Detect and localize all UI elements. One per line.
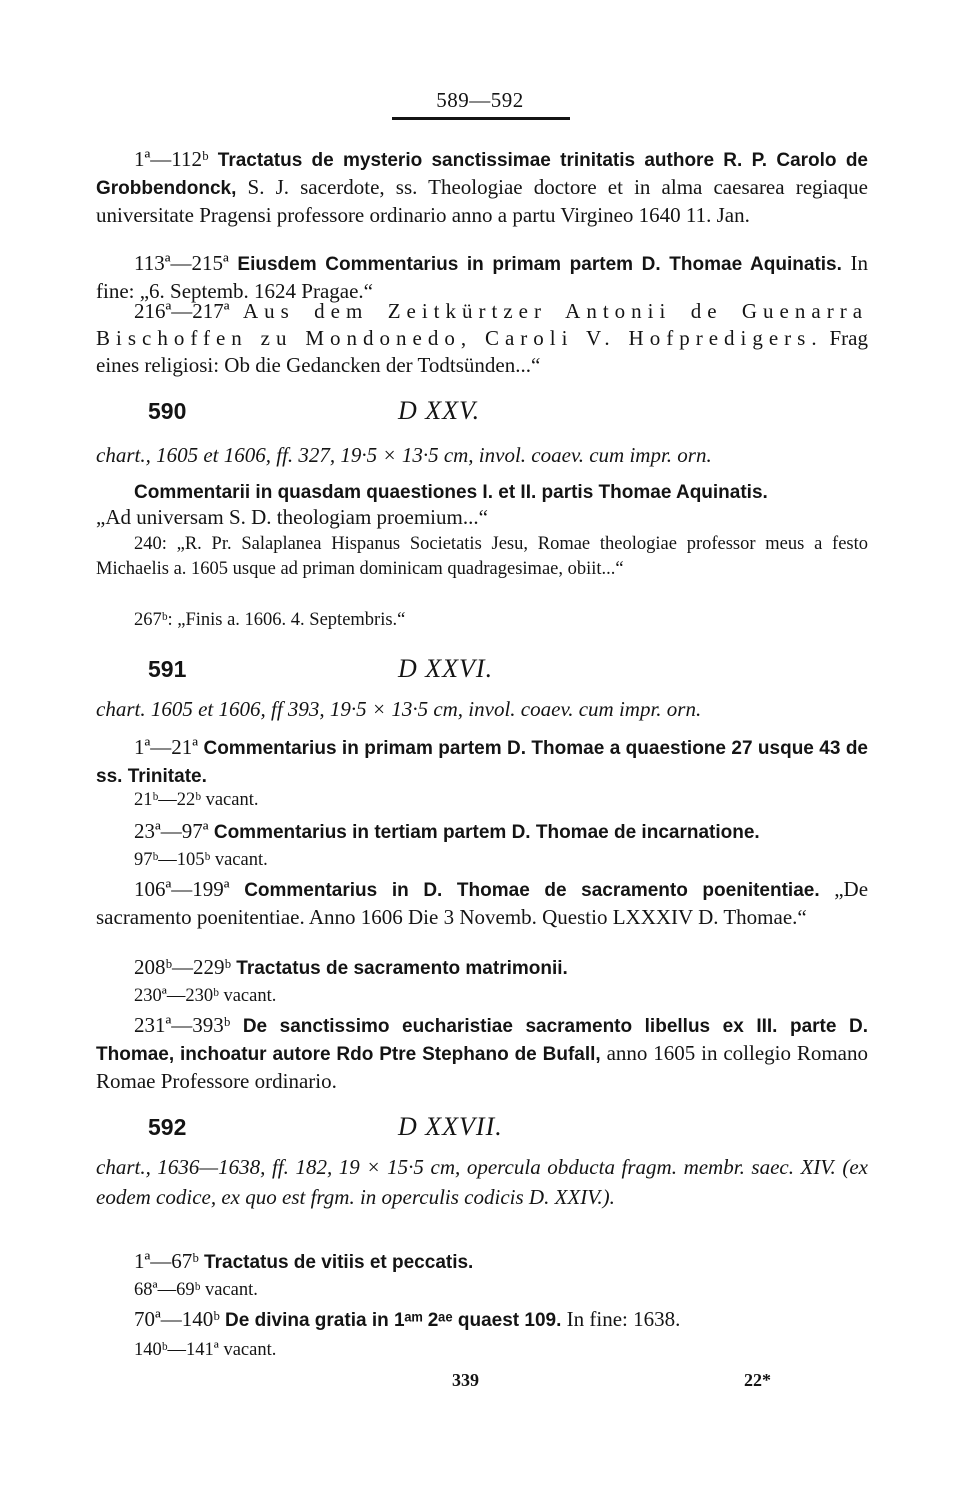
entry-591-vacant-3: 230ª—230ᵇ vacant. [134,986,277,1006]
item-text: anno 1605 in collegio Romano Romae Professore ordinario. [96,1041,869,1093]
folio-range: 231ª—393ᵇ [134,1013,231,1037]
folio-range: 208ᵇ—229ᵇ [134,955,232,979]
entry-589-item-3 [96,298,868,379]
entry-591-vacant-2: 97ᵇ—105ᵇ vacant. [134,850,268,870]
folio-range: 23ª—97ª [134,819,209,843]
entry-591-item-1 [96,734,868,790]
entry-589-item-2 [96,250,868,305]
physical-description-592: chart., 1636—1638, ff. 182, 19 × 15·5 cm, opercula obducta fragm. membr. saec. XIV. (ex eodem codice, ex quo est frgm. in operculis codicis D. XXIV.). [96,1155,868,1209]
entry-number-592: 592 [148,1114,187,1140]
shelfmark-590: D XXV. [398,396,481,425]
shelfmark-591: D XXVI. [398,654,494,683]
item-title: Commentarius in D. Thomae de sacramento poenitentiae. [244,880,820,901]
item-text: Frag eines religiosi: Ob die Gedancken der Todtsünden...“ [96,326,868,377]
item-title: Commentarii in quasdam quaestiones I. et II. partis Thomae Aquinatis. [134,482,768,503]
entry-592-vacant-2: 140ᵇ—141ª vacant. [134,1340,277,1360]
entry-592-item-1 [96,1248,868,1276]
entry-number-590: 590 [148,398,187,424]
entry-592-item-2 [96,1306,868,1334]
item-title: Eiusdem Commentarius in primam partem D. Thomae Aquinatis. [237,254,842,275]
physical-description-591: chart. 1605 et 1606, ff 393, 19·5 × 13·5 cm, invol. coaev. cum impr. orn. [96,697,702,721]
entry-589-item-1 [96,146,868,229]
folio-range: 113ª—215ª [134,251,229,275]
item-text: „De sacramento poenitentiae. Anno 1606 Die 3 Novemb. Questio LXXXIV D. Thomae.“ [96,877,869,929]
item-text: In fine: 1638. [566,1307,681,1331]
physical-description-590: chart., 1605 et 1606, ff. 327, 19·5 × 13·5 cm, invol. coaev. cum impr. orn. [96,443,712,467]
folio-range: 106ª—199ª [134,877,230,901]
item-spaced-text: Aus dem Zeitkürtzer Antonii de Guenarra Bischoffen zu Mondonedo, Caroli V. Hofpredigers. [96,299,869,350]
running-head: 589—592 [436,88,524,112]
item-title: Commentarius in primam partem D. Thomae a quaestione 27 usque 43 de ss. Trinitate. [96,738,869,787]
shelfmark-592: D XXVII. [398,1112,503,1141]
page-number: 339 [452,1370,479,1390]
item-title: Commentarius in tertiam partem D. Thomae de incarnatione. [213,822,760,843]
entry-590-note-2: 267ᵇ: „Finis a. 1606. 4. Septembris.“ [134,610,406,630]
item-title: De sanctissimo eucharistiae sacramento libellus ex III. parte D. Thomae, inchoatur autore Rdo Ptre Stephano de Bufall, [96,1016,868,1065]
folio-range: 70ª—140ᵇ [134,1307,220,1331]
head-rule [392,117,570,120]
entry-591-vacant-1: 21ᵇ—22ᵇ vacant. [134,790,259,810]
folio-range: 1ª—21ª [134,735,199,759]
entry-591-item-4 [96,954,868,982]
item-text: S. J. sacerdote, ss. Theologiae doctore et in alma caesarea regiaque universitate Pragensi professore ordinario anno a partu Virgineo 1640 11. Jan. [96,175,868,227]
folio-range: 1ª—112ᵇ [134,147,209,171]
item-title: Tractatus de mysterio sanctissimae trinitatis authore R. P. Carolo de Grobbendonck, [96,150,868,199]
item-title: Tractatus de vitiis et peccatis. [204,1252,474,1273]
item-title: De divina gratia in 1ᵃᵐ 2ᵃᵉ quaest 109. [225,1310,562,1331]
entry-number-591: 591 [148,656,187,682]
entry-590-title [96,478,868,506]
folio-range: 216ª—217ª [134,299,230,323]
folio-range: 1ª—67ᵇ [134,1249,199,1273]
item-text: In fine: „6. Septemb. 1624 Pragae.“ [96,251,869,303]
entry-590-note-1: 240: „R. Pr. Salaplanea Hispanus Societatis Jesu, Romae theologiae professor meus a festo Michaelis a. 1605 usque ad priman dominicam quadragesimae, obiit...“ [96,534,868,579]
entry-591-item-2 [96,818,868,846]
signature-mark: 22* [744,1370,771,1390]
entry-591-item-5 [96,1012,868,1095]
item-title: Tractatus de sacramento matrimonii. [236,958,568,979]
entry-590-incipit: „Ad universam S. D. theologiam proemium...“ [96,505,488,529]
entry-592-vacant-1: 68ª—69ᵇ vacant. [134,1280,258,1300]
entry-591-item-3 [96,876,868,931]
